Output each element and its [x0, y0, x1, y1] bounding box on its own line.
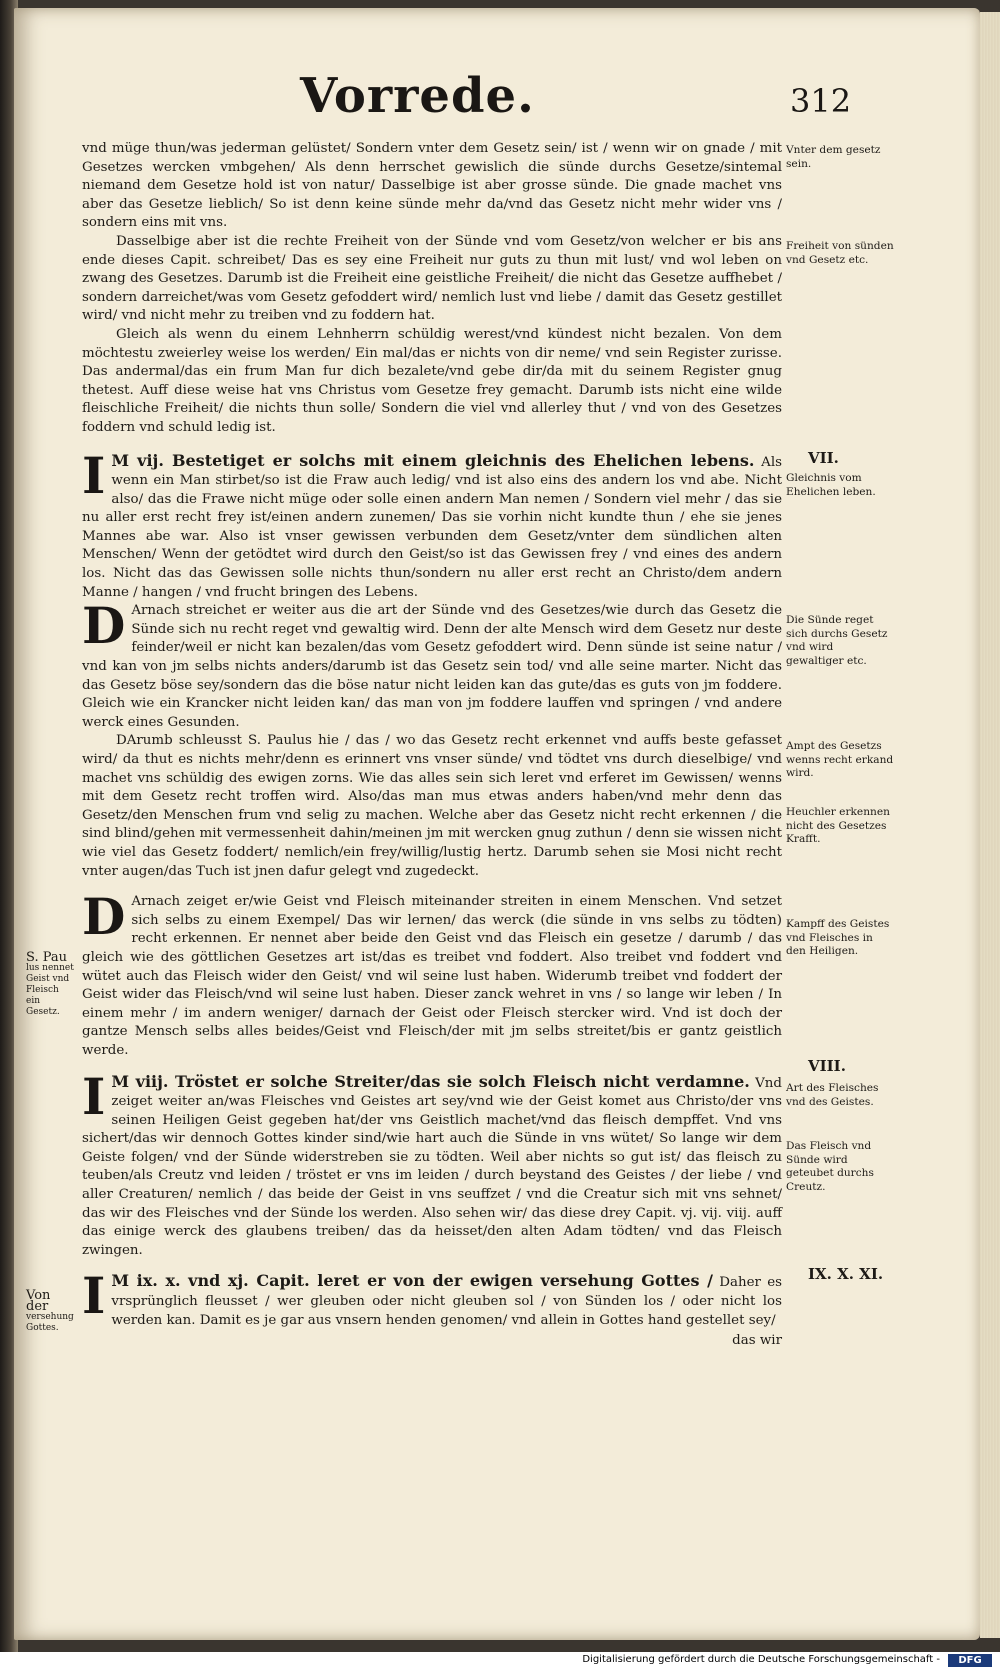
margin-note-text: versehung Gottes. — [26, 1312, 74, 1333]
margin-note-heading: S. Pau — [26, 950, 67, 965]
margin-note: Art des Fleisches vnd des Geistes. — [786, 1082, 879, 1108]
dfg-logo: DFG — [948, 1654, 992, 1667]
section-lead: M viij. Tröstet er solche Streiter/das sie solch Fleisch nicht verdamne. — [111, 1071, 750, 1091]
section-vii — [82, 445, 782, 603]
margin-section-number: VII. — [808, 449, 839, 467]
page-number: 312 — [790, 82, 852, 120]
section-paragraph — [82, 887, 782, 1060]
margin-note: Ampt des Gesetzs wenns recht erkand wird. — [786, 740, 894, 779]
margin-note-text: lus nennet Geist vnd Fleisch ein Gesetz. — [26, 963, 74, 1017]
drop-initial: D — [82, 596, 126, 656]
margin-note-left — [26, 1290, 74, 1334]
margin-section-number: IX. X. XI. — [808, 1265, 884, 1283]
section-viii — [82, 1066, 782, 1261]
margin-note: Heuchler erkennen nicht des Gesetzes Krafft. — [786, 806, 890, 845]
catchword: das wir — [732, 1333, 782, 1349]
paragraph: Gleich als wenn du einem Lehnherrn schüldig werest/vnd kündest nicht bezalen. Von dem möchtestu zweierley weise los werden/ Ein mal/das er nichts von dir neme/ vnd sein Register zurisse. Das andermal/das ein frum Man fur dich bezalete/vnd gebe dir/da mit du seinem Register gnug thetest. Auff diese weise hat vns Christus vom Gesetze frey gemacht. Darumb ists nicht eine wilde fleischliche Freiheit/ die nichts thun solle/ Sondern die viel vnd allerley thut / vnd von des Gesetzes foddern vnd schuld ledig ist. — [82, 326, 782, 435]
page-edges — [980, 12, 1000, 1638]
paragraph: vnd müge thun/was jederman gelüstet/ Sondern vnter dem Gesetz sein/ ist / wenn wir on gnade / mit Gesetzes wercken vmbgehen/ Als denn herrschet gewislich die sünde durchs Gesetze/sintemal niemand dem Gesetze hold ist von natur/ Dasselbige ist aber grosse sünde. Die gnade machet vns aber das Gesetze lieblich/ So ist denn keine sünde mehr da/vnd das Gesetz nicht mehr wider vns / sondern eins mit vns. — [82, 141, 782, 231]
section-ix — [82, 1266, 783, 1330]
margin-note-left — [26, 952, 74, 1018]
drop-initial: I — [82, 445, 106, 505]
margin-note: Die Sünde reget sich durchs Gesetz vnd wird gewaltiger etc. — [786, 614, 888, 667]
margin-note: Vnter dem gesetz sein. — [786, 144, 881, 170]
section-lead: M ix. x. vnd xj. Capit. leret er von der ewigen versehung Gottes / — [111, 1271, 713, 1291]
paragraph: Dasselbige aber ist die rechte Freiheit von der Sünde vnd vom Gesetz/von welcher er bis ans ende dieses Capit. schreibet/ Das es sey eine Freiheit nur guts zu thun mit lust/ vnd wol leben on zwang des Gesetzes. Darumb ist die Freiheit eine geistliche Freiheit/ die nicht das Gesetze auffhebet / sondern darreichet/was vom Gesetz gefoddert wird/ nemlich lust vnd liebe / damit das Gesetz gestillet wird/ vnd nicht mehr zu treiben vnd zu foddern hat. — [82, 233, 782, 324]
margin-note: Gleichnis vom Ehelichen leben. — [786, 472, 876, 498]
page-title: Vorrede. — [300, 68, 535, 124]
section-paragraph — [82, 596, 782, 732]
margin-note: Kampff des Geistes vnd Fleisches in den Heiligen. — [786, 918, 890, 957]
drop-initial: I — [82, 1066, 106, 1126]
paragraph: DArumb schleusst S. Paulus hie / das / wo das Gesetz recht erkennet vnd auffs beste gefasset wird/ da thut es nichts mehr/denn es erinnert vns vnser sünde/ vnd tödtet vns durch dieselbige/ vnd machet vns schüldig des ewigen zorns. Wie das alles sein sich leret vnd erferet im Gewissen/ wenns mit dem Gesetz recht troffen wird. Also/das man mus etwas anders haben/vnd mehr denn das Gesetz/den Menschen frum vnd selig zu machen. Welche aber das Gesetz nicht recht erkennen / die sind blind/gehen mit vermessenheit dahin/meinen jm mit wercken gnug zuthun / denn sie wissen nicht wie viel das Gesetz foddert/ nemlich/ein frey/willig/lustig hertz. Darumb sehen sie Mosi nicht recht vnter augen/das Tuch ist jnen dafur gelegt vnd zugedeckt. — [82, 733, 782, 879]
section-text: Daher es vrsprünglich fleusset / wer gleuben oder nicht gleuben sol / von Sünden los / oder nicht los werden kan. Damit es je gar aus vnsern henden genomen/ vnd allein in Gottes hand gestellet sey/ — [111, 1275, 783, 1328]
section-text: Vnd zeiget weiter an/was Fleisches vnd Geistes art sey/vnd wie der Geist komet aus Christo/der vns seinen Heiligen Geist gegeben hat/der vns Geistlich machet/vnd das fleisch dempffet. Vnd vns sichert/das wir dennoch Gottes kinder sind/wie hart auch die Sünde in vns wütet/ So lange wir dem Geiste folgen/ vnd der Sünde widerstreben sie zu tödten. Weil aber nichts so gut ist/ das fleisch zu teuben/als Creutz vnd leiden / tröstet er vns im leiden / durch beystand des Geistes / der liebe / vnd aller Creaturen/ nemlich / das beide der Geist in vns seuffzet / vnd die Creatur sich mit vns sehnet/ das wir des Fleisches vnd der Sünde los werden. Also sehen wir/ das diese drey Capit. vj. vij. viij. auff das einige werck des glaubens treiben/ das da heisset/den alten Adam tödten/ vnd das Fleisch zwingen. — [82, 1075, 782, 1258]
margin-note: Freiheit von sünden vnd Gesetz etc. — [786, 240, 894, 266]
footer-credit: Digitalisierung gefördert durch die Deutsche Forschungsgemeinschaft - — [582, 1654, 940, 1665]
margin-note-heading: Von der — [26, 1288, 51, 1314]
drop-initial: I — [82, 1266, 106, 1326]
margin-section-number: VIII. — [808, 1057, 846, 1075]
paragraph-text: Arnach streichet er weiter aus die art der Sünde vnd des Gesetzes/wie durch das Gesetz die Sünde sich nu recht reget vnd gewaltig wird. Denn der alte Mensch wird dem Gesetz nur deste feinder/weil er nicht kan bezalen/das vom Gesetz gefoddert wird. Denn sünde ist seine natur / vnd kan von jm selbs nichts anders/darumb ist das Gesetz sein tod/ vnd alle seine marter. Nicht das das Gesetz böse sey/sondern das die böse natur nicht leiden kan das gute/das es guts von jm foddere. Gleich wie ein Krancker nicht leiden kan/ das man von jm foddere lauffen vnd springen / vnd andere werck eines Gesunden. — [82, 603, 782, 730]
drop-initial: D — [82, 887, 126, 947]
main-text — [82, 140, 782, 1351]
margin-note: Das Fleisch vnd Sünde wird geteubet durchs Creutz. — [786, 1140, 874, 1193]
section-text: Als wenn ein Man stirbet/so ist die Fraw auch ledig/ vnd ist also eins des andern los vnd abe. Nicht also/ das die Frawe nicht müge oder solle einen andern Man nemen / Sondern viel mehr / das sie nu aller erst recht frey ist/einen andern zunemen/ Das sie vorhin nicht kundte thun / ehe sie jenes Mannes abe war. Also ist vnser gewissen verbunden dem Gesetz/vnter dem sündlichen alten Menschen/ Wenn der getödtet wird durch den Geist/so ist das Gewissen frey / vnd eines des andern los. Nicht das das Gewissen solle nichts thun/sondern nu aller erst recht an Christo/dem andern Manne / hangen / vnd frucht bringen des Lebens. — [82, 454, 782, 600]
section-lead: M vij. Bestetiget er solchs mit einem gleichnis des Ehelichen lebens. — [111, 450, 755, 470]
paragraph-text: Arnach zeiget er/wie Geist vnd Fleisch miteinander streiten in einem Menschen. Vnd setzet sich selbs zu einem Exempel/ Das wir lernen/ das werck (die sünde in vns selbs zu tödten) recht erkennen. Er nennet aber beide den Geist vnd das Fleisch ein gesetze / darumb / das gleich wie des göttlichen Gesetzes art ist/das es treibet vnd foddert. Also treibet vnd foddert vnd wütet auch das Fleisch wider den Geist/ vnd wil seine lust haben. Widerumb treibet vnd foddert der Geist wider das Fleisch/vnd wil seine lust haben. Dieser zanck wehret in vns / so lange wir leben / In einem mehr / im andern weniger/ darnach der Geist oder Fleisch stercker wird. Vnd ist doch der gantze Mensch selbs alles beides/Geist vnd Fleisch/der mit jm selbs streitet/bis er gantz geistlich werde. — [82, 894, 782, 1058]
